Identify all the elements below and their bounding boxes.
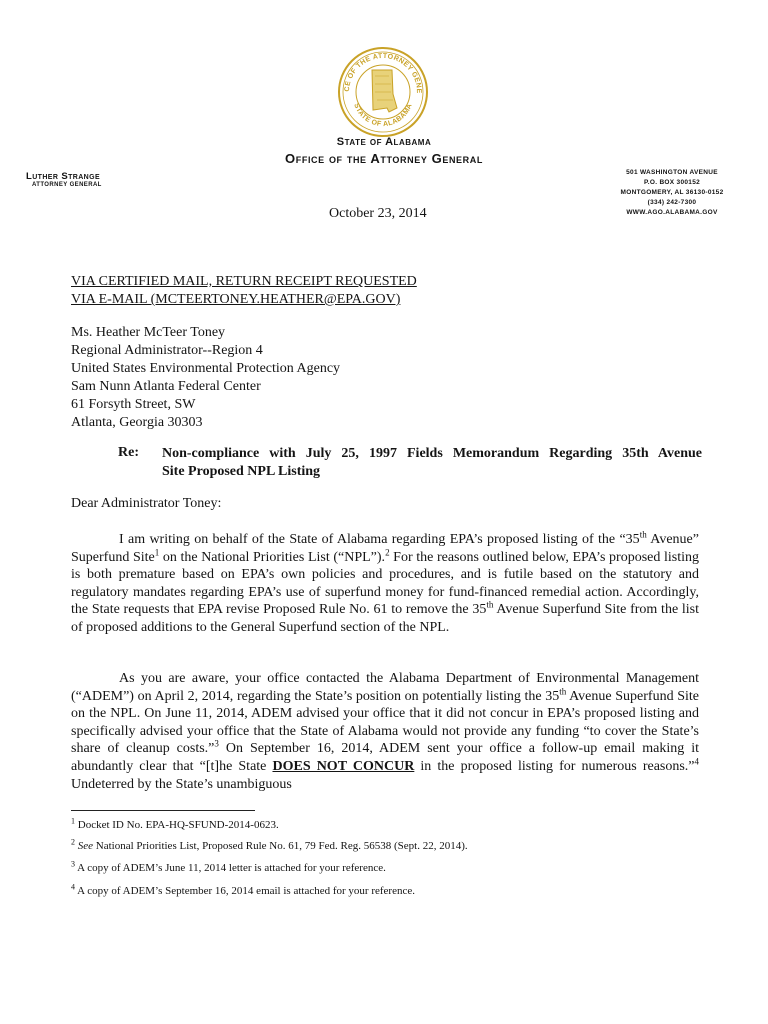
seal-icon: [337, 46, 429, 138]
footnote-3: $^3$ A copy of ADEM’s June 11, 2014 letter is attached for your reference.: [71, 859, 386, 874]
attorney-general-name: Luther Strange: [26, 171, 101, 182]
recipient-city: Atlanta, Georgia 30303: [71, 415, 203, 430]
salutation: Dear Administrator Toney:: [71, 496, 222, 511]
letter-date: October 23, 2014: [329, 206, 427, 221]
recipient-building: Sam Nunn Atlanta Federal Center: [71, 379, 261, 394]
attorney-general-seal: [337, 46, 429, 138]
recipient-street: 61 Forsyth Street, SW: [71, 397, 196, 412]
recipient-name: Ms. Heather McTeer Toney: [71, 325, 226, 340]
recipient-title: Regional Administrator--Region 4: [71, 343, 263, 358]
delivery-method-mail: VIA CERTIFIED MAIL, RETURN RECEIPT REQUESTED: [71, 274, 417, 289]
body-paragraph-1: I am writing on behalf of the State of Alabama regarding EPA’s proposed listing of the “35th Avenue” Superfund Site$^1$ on the National Priorities List (“NPL”).$^2$ For the reasons outlined below, EPA’s proposed listing is both premature based on EPA’s own policies and procedures, and is futile based on the statutory and regulatory mandates regarding EPA’s use of superfund money for fund-financed remedial action. Accordingly, the State requests that EPA revise Proposed Rule No. 61 to remove the 35th Avenue Superfund Site from the list of proposed additions to the General Superfund section of the NPL.: [71, 529, 700, 635]
office-name: Office of the Attorney General: [285, 151, 483, 166]
emphasis-does-not-concur: DOES NOT CONCUR: [272, 758, 415, 774]
attorney-general-title: ATTORNEY GENERAL: [32, 182, 102, 188]
address-line: P.O. BOX 300152: [643, 179, 701, 186]
address-line: 501 WASHINGTON AVENUE: [626, 169, 718, 176]
footnote-divider: [71, 810, 255, 811]
delivery-method-email: VIA E-MAIL (MCTEERTONEY.HEATHER@EPA.GOV): [71, 292, 401, 307]
footnote-4: $^4$ A copy of ADEM’s September 16, 2014 email is attached for your reference.: [71, 882, 415, 897]
footnote-2: $^2$ See National Priorities List, Proposed Rule No. 61, 79 Fed. Reg. 56538 (Sept. 22, 2014).: [71, 837, 468, 852]
address-line: WWW.AGO.ALABAMA.GOV: [626, 209, 718, 216]
address-line: MONTGOMERY, AL 36130-0152: [620, 189, 724, 196]
subject-label: Re:: [118, 445, 139, 460]
subject-line-2: Site Proposed NPL Listing: [162, 464, 321, 479]
svg-text:OFFICE OF THE ATTORNEY GENERAL: CE OF THE ATTORNEY GENE: [343, 52, 423, 94]
recipient-agency: United States Environmental Protection Agency: [71, 361, 341, 376]
subject-line: [162, 445, 702, 481]
svg-text:STATE OF ALABAMA: STATE OF ALABAMA: [352, 102, 414, 129]
subject-line-1: Non-compliance with July 25, 1997 Fields Memorandum Regarding 35th Avenue: [162, 446, 702, 461]
state-name: State of Alabama: [336, 136, 432, 148]
body-paragraph-2: As you are aware, your office contacted the Alabama Department of Environmental Management (“ADEM”) on April 2, 2014, regarding the State’s position on potentially listing the 35th Avenue Superfund Site on the NPL. On June 11, 2014, ADEM advised your office that it did not concur in EPA’s proposed listing and specifically advised your office that the State of Alabama would not provide any funding “to cover the State’s share of cleanup costs.”$^3$ On September 16, 2014, ADEM sent your office a follow-up email making it abundantly clear that “[t]he State DOES NOT CONCUR in the proposed listing for numerous reasons.”$^4$ Undeterred by the State’s unambiguous: [71, 671, 700, 792]
footnote-1: $^1$ Docket ID No. EPA-HQ-SFUND-2014-0623.: [71, 816, 279, 831]
address-line: (334) 242-7300: [647, 199, 697, 206]
recipient-address-block: [71, 324, 340, 432]
office-address: [542, 168, 742, 218]
